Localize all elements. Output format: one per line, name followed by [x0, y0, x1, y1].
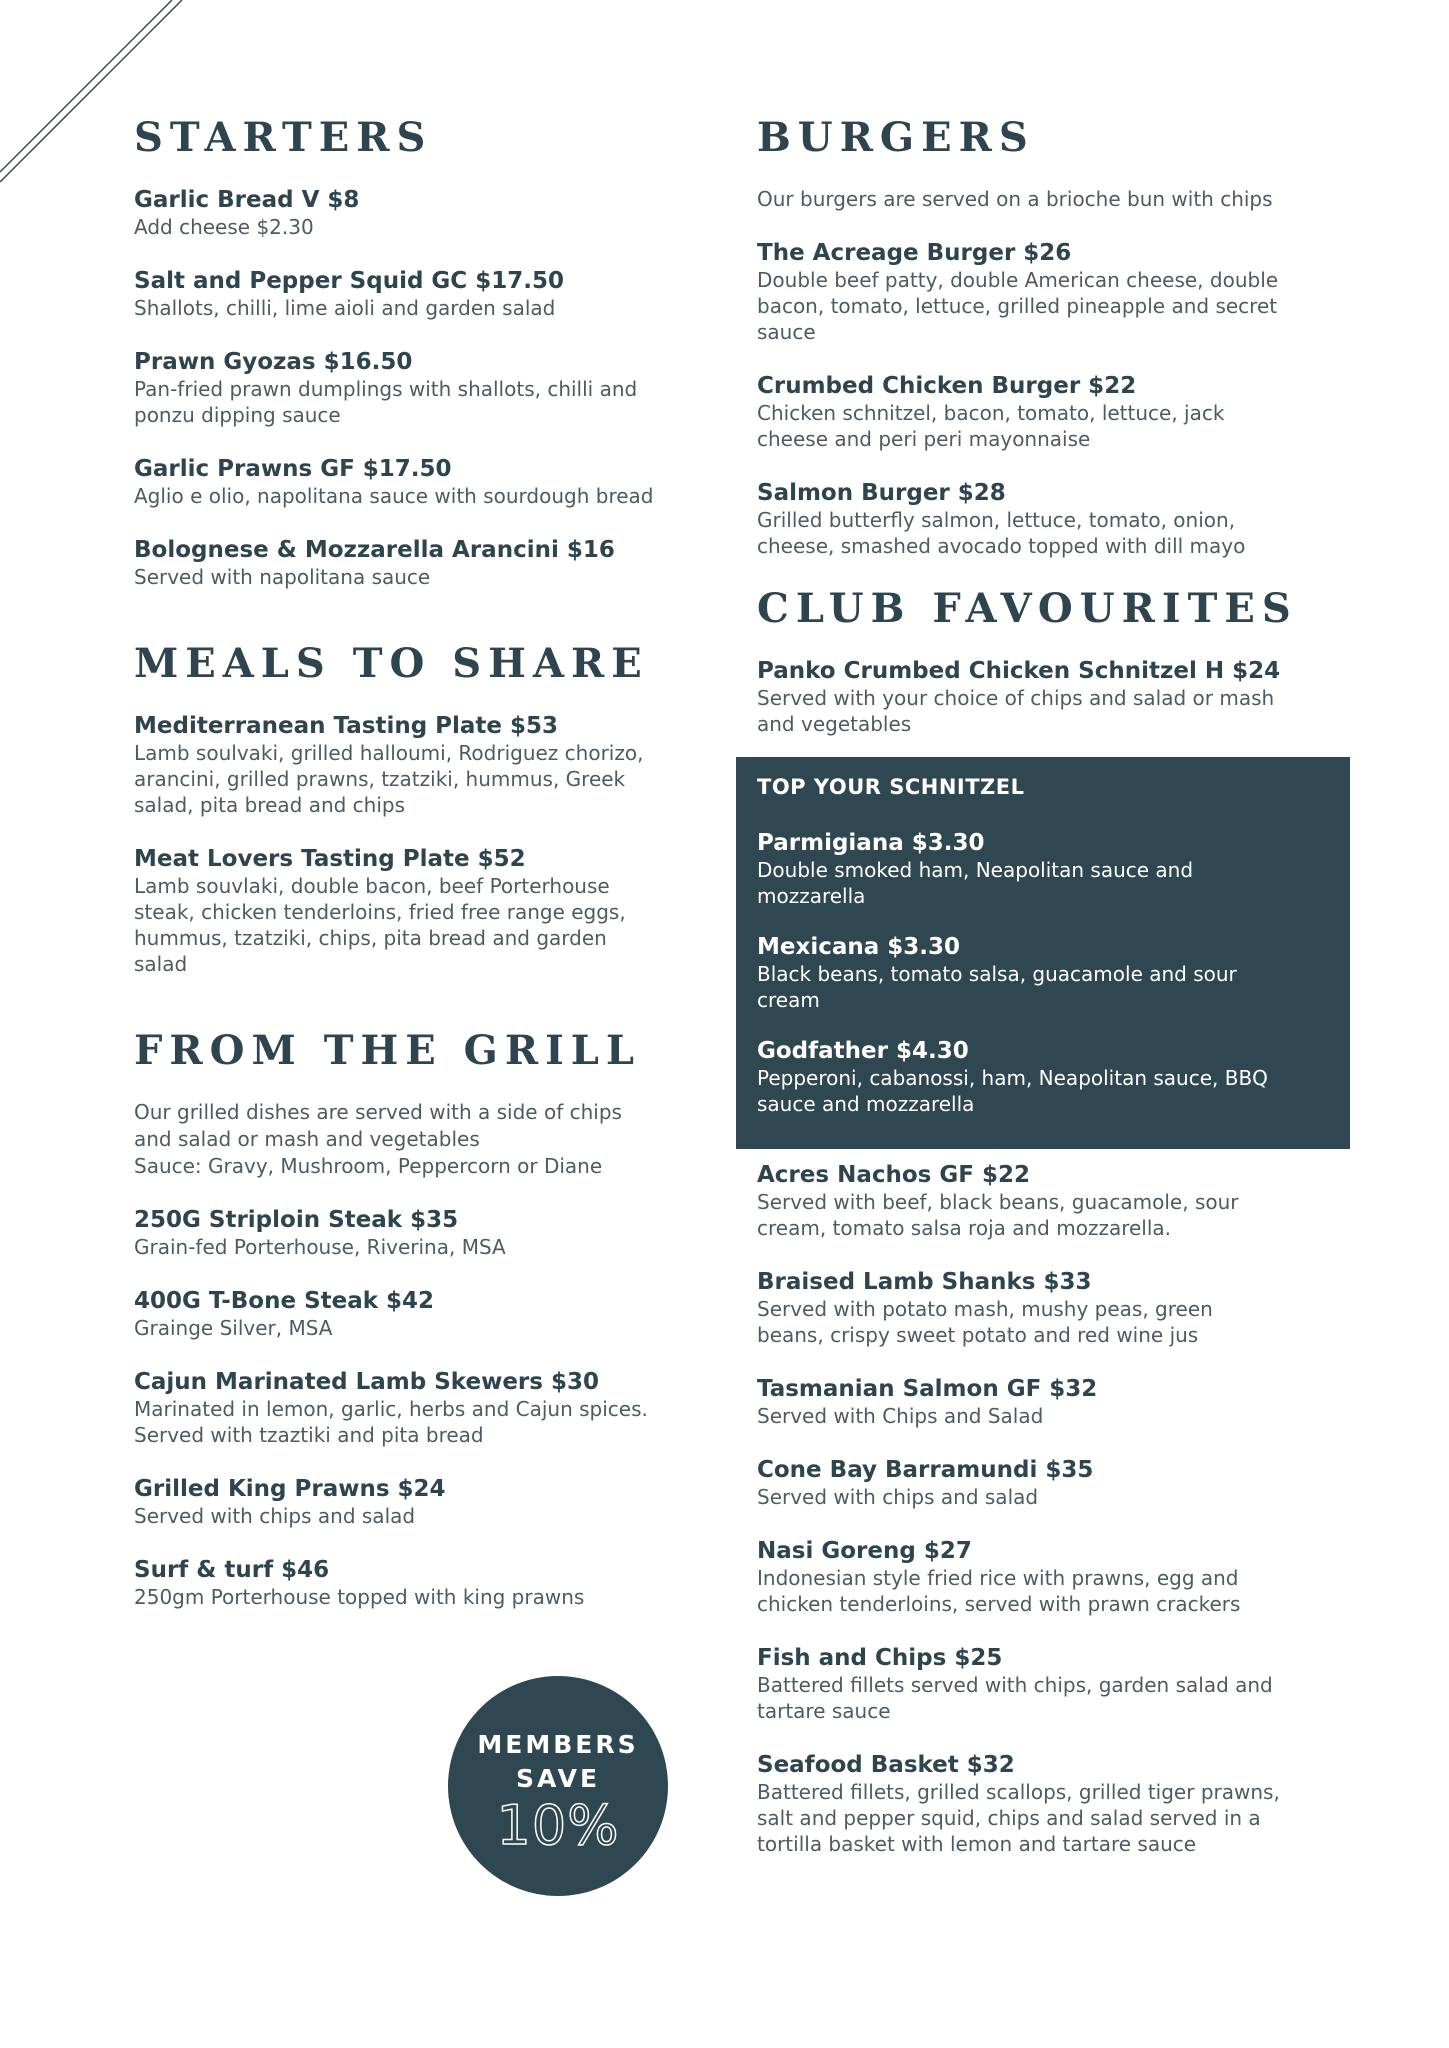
item-desc: Shallots, chilli, lime aioli and garden salad — [134, 296, 556, 320]
item-desc: Served with chips and salad — [134, 1504, 416, 1528]
section-intro: Our burgers are served on a brioche bun with chips — [757, 187, 1273, 211]
menu-item — [757, 1537, 1357, 1617]
menu-item — [757, 372, 1357, 452]
item-desc: Aglio e olio, napolitana sauce with sourdough bread — [134, 484, 654, 508]
menu-item — [757, 479, 1357, 559]
badge-line-save: SAVE — [515, 1764, 601, 1793]
item-name: Prawn Gyozas $16.50 — [134, 349, 413, 375]
section-title-club-favourites: CLUB FAVOURITES — [757, 585, 1298, 632]
menu-item — [134, 455, 714, 509]
section-title-starters: STARTERS — [134, 114, 433, 161]
item-name: The Acreage Burger $26 — [757, 240, 1072, 266]
menu-item — [134, 1475, 714, 1529]
menu-item — [134, 845, 714, 977]
item-desc: Served with your choice of chips and salad or mash and vegetables — [757, 686, 1275, 736]
item-name: Garlic Bread V $8 — [134, 187, 360, 213]
item-name: Grilled King Prawns $24 — [134, 1476, 446, 1502]
burgers-section — [757, 114, 1357, 559]
topper-item — [757, 1037, 1329, 1117]
item-name: Mediterranean Tasting Plate $53 — [134, 713, 559, 739]
item-desc: Add cheese $2.30 — [134, 215, 314, 239]
section-title-meals-to-share: MEALS TO SHARE — [134, 640, 649, 687]
item-desc: Black beans, tomato salsa, guacamole and sour cream — [757, 962, 1237, 1012]
item-name: Cajun Marinated Lamb Skewers $30 — [134, 1369, 599, 1395]
menu-item — [134, 536, 714, 590]
menu-item — [134, 267, 714, 321]
section-title-burgers: BURGERS — [757, 114, 1035, 161]
menu-item — [757, 1644, 1357, 1724]
item-desc: Indonesian style fried rice with prawns, egg and chicken tenderloins, served with prawn crackers — [757, 1566, 1241, 1616]
item-desc: Marinated in lemon, garlic, herbs and Cajun spices. Served with tzaztiki and pita bread — [134, 1397, 648, 1447]
item-name: Bolognese & Mozzarella Arancini $16 — [134, 537, 615, 563]
menu-item — [757, 657, 1357, 737]
menu-item — [134, 712, 714, 818]
menu-item — [757, 1375, 1357, 1429]
item-desc: Battered fillets served with chips, garden salad and tartare sauce — [757, 1673, 1273, 1723]
menu-item — [757, 239, 1357, 345]
topper-item — [757, 829, 1329, 909]
item-desc: Double smoked ham, Neapolitan sauce and mozzarella — [757, 858, 1194, 908]
box-title: TOP YOUR SCHNITZEL — [757, 775, 1025, 799]
section-title-from-the-grill: FROM THE GRILL — [134, 1027, 642, 1074]
item-desc: Grilled butterfly salmon, lettuce, tomato, onion, cheese, smashed avocado topped with dill mayo — [757, 508, 1246, 558]
top-your-schnitzel-box — [736, 757, 1350, 1149]
item-name: Surf & turf $46 — [134, 1557, 330, 1583]
item-desc: 250gm Porterhouse topped with king prawns — [134, 1585, 585, 1609]
item-name: Salt and Pepper Squid GC $17.50 — [134, 268, 564, 294]
item-name: 250G Striploin Steak $35 — [134, 1207, 459, 1233]
item-desc: Chicken schnitzel, bacon, tomato, lettuce, jack cheese and peri peri mayonnaise — [757, 401, 1225, 451]
topper-item — [757, 933, 1329, 1013]
menu-item — [134, 186, 714, 240]
menu-item — [757, 1456, 1357, 1510]
item-desc: Served with chips and salad — [757, 1485, 1039, 1509]
item-desc: Served with potato mash, mushy peas, green beans, crispy sweet potato and red wine jus — [757, 1297, 1213, 1347]
item-name: Godfather $4.30 — [757, 1038, 969, 1064]
item-name: Meat Lovers Tasting Plate $52 — [134, 846, 526, 872]
menu-item — [134, 1556, 714, 1610]
right-column — [757, 114, 1357, 1911]
item-desc: Pepperoni, cabanossi, ham, Neapolitan sauce, BBQ sauce and mozzarella — [757, 1066, 1268, 1116]
item-name: 400G T-Bone Steak $42 — [134, 1288, 435, 1314]
item-name: Panko Crumbed Chicken Schnitzel H $24 — [757, 658, 1281, 684]
item-name: Garlic Prawns GF $17.50 — [134, 456, 452, 482]
menu-item — [757, 1268, 1357, 1348]
item-desc: Grain-fed Porterhouse, Riverina, MSA — [134, 1235, 506, 1259]
item-desc: Pan-fried prawn dumplings with shallots, chilli and ponzu dipping sauce — [134, 377, 638, 427]
menu-item — [757, 1751, 1357, 1857]
item-desc: Served with Chips and Salad — [757, 1404, 1044, 1428]
item-desc: Lamb soulvaki, grilled halloumi, Rodriguez chorizo, arancini, grilled prawns, tzatziki, hummus, Greek salad, pita bread and chips — [134, 741, 644, 817]
item-name: Nasi Goreng $27 — [757, 1538, 972, 1564]
meals-to-share-section — [134, 640, 714, 977]
item-name: Fish and Chips $25 — [757, 1645, 1003, 1671]
item-desc: Grainge Silver, MSA — [134, 1316, 333, 1340]
from-the-grill-section — [134, 1027, 714, 1610]
item-name: Cone Bay Barramundi $35 — [757, 1457, 1094, 1483]
menu-item — [134, 1368, 714, 1448]
item-name: Seafood Basket $32 — [757, 1752, 1015, 1778]
item-name: Tasmanian Salmon GF $32 — [757, 1376, 1098, 1402]
badge-line-percent: 10% — [496, 1794, 620, 1857]
item-name: Braised Lamb Shanks $33 — [757, 1269, 1092, 1295]
menu-item — [134, 348, 714, 428]
menu-item — [757, 1161, 1357, 1241]
item-desc: Battered fillets, grilled scallops, grilled tiger prawns, salt and pepper squid, chips and salad served in a tortilla basket with lemon and tartare sauce — [757, 1780, 1280, 1856]
item-desc: Lamb souvlaki, double bacon, beef Porterhouse steak, chicken tenderloins, fried free range eggs, hummus, tzatziki, chips, pita bread and garden salad — [134, 874, 626, 976]
menu-item — [134, 1287, 714, 1341]
item-name: Acres Nachos GF $22 — [757, 1162, 1030, 1188]
item-name: Mexicana $3.30 — [757, 934, 961, 960]
left-column — [134, 114, 714, 1664]
item-name: Crumbed Chicken Burger $22 — [757, 373, 1137, 399]
item-desc: Served with beef, black beans, guacamole, sour cream, tomato salsa roja and mozzarella. — [757, 1190, 1239, 1240]
starters-section — [134, 114, 714, 590]
section-intro: Our grilled dishes are served with a side of chips and salad or mash and vegetables Sauce: Gravy, Mushroom, Peppercorn or Diane — [134, 1100, 622, 1178]
members-save-badge — [448, 1676, 668, 1896]
item-desc: Served with napolitana sauce — [134, 565, 431, 589]
item-name: Parmigiana $3.30 — [757, 830, 985, 856]
menu-item — [134, 1206, 714, 1260]
badge-line-members: MEMBERS — [477, 1730, 639, 1759]
item-desc: Double beef patty, double American cheese, double bacon, tomato, lettuce, grilled pineapple and secret sauce — [757, 268, 1279, 344]
club-favourites-section — [757, 585, 1357, 1857]
item-name: Salmon Burger $28 — [757, 480, 1006, 506]
